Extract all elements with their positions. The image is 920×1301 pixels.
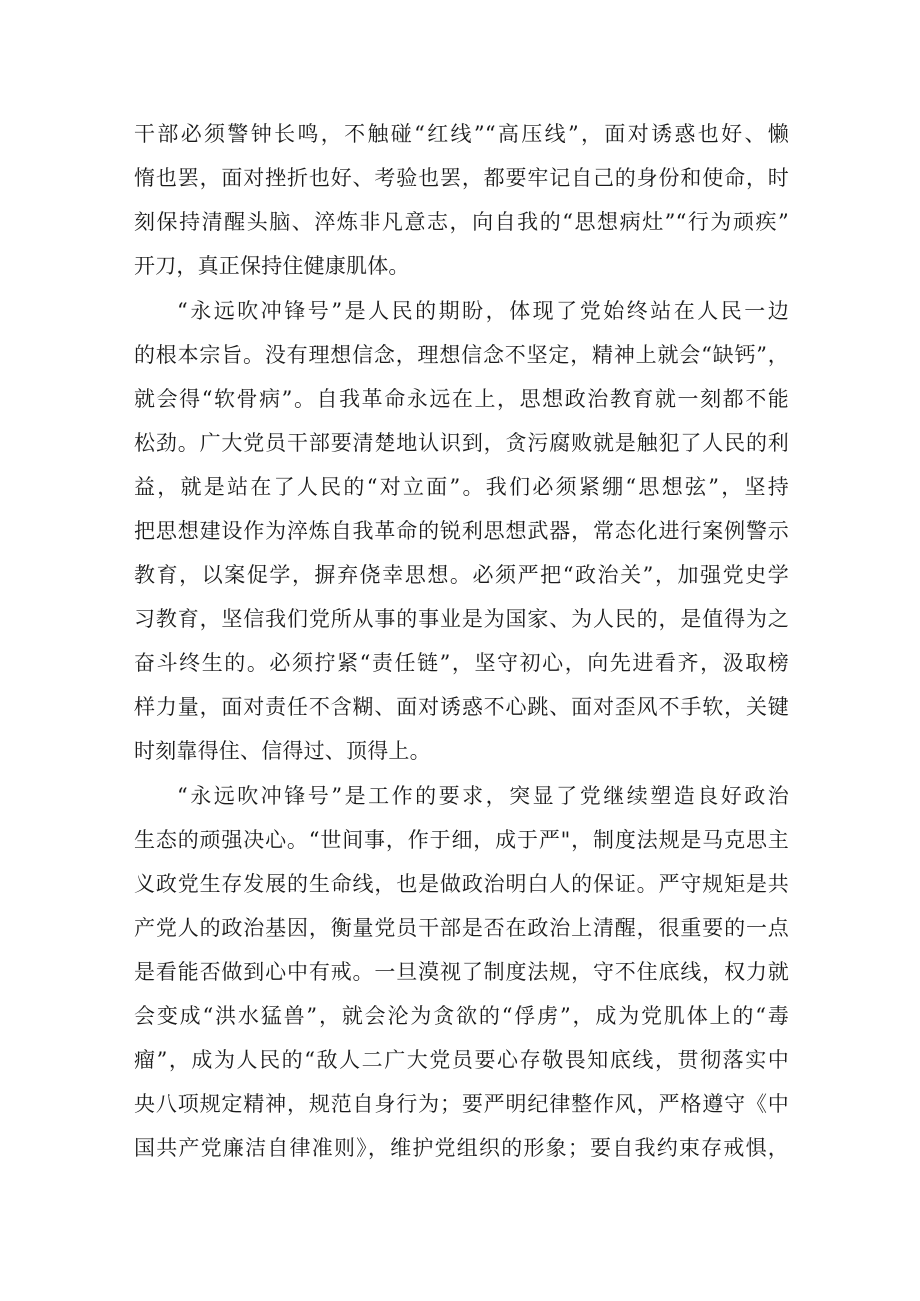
text-line: 习教育，坚信我们党所从事的事业是为国家、为人民的，是值得为之 (134, 607, 789, 631)
text-line: “永远吹冲锋号”是人民的期盼，体现了党始终站在人民一边 (177, 299, 789, 323)
text-line: 时刻靠得住、信得过、顶得上。 (134, 739, 431, 763)
text-line: 生态的顽强决心。“世间事，作于细，成于严"，制度法规是马克思主 (134, 828, 789, 852)
text-line: 样力量，面对责任不含糊、面对诱惑不心跳、面对歪风不手软，关键 (134, 695, 789, 719)
text-line: 把思想建设作为淬炼自我革命的锐利思想武器，常态化进行案例警示 (134, 519, 789, 543)
text-line: 教育，以案促学，摒弃侥幸思想。必须严把“政治关”，加强党史学 (134, 563, 789, 587)
text-line: 干部必须警钟长鸣，不触碰“红线”“高压线”，面对诱惑也好、懒 (134, 122, 789, 146)
text-line: 开刀，真正保持住健康肌体。 (134, 254, 410, 278)
text-line: 国共产党廉洁自律准则》，维护党组织的形象；要自我约束存戒惧， (134, 1136, 789, 1160)
text-line: 的根本宗旨。没有理想信念，理想信念不坚定，精神上就会“缺钙”， (134, 343, 789, 367)
text-line: 央八项规定精神，规范自身行为；要严明纪律整作风，严格遵守《中 (134, 1092, 789, 1116)
text-line: “永远吹冲锋号”是工作的要求，突显了党继续塑造良好政治 (177, 784, 789, 808)
text-line: 瘤”，成为人民的“敌人二广大党员要心存敬畏知底线，贯彻落实中 (134, 1048, 789, 1072)
text-line: 奋斗终生的。必须拧紧“责任链”，坚守初心，向先进看齐，汲取榜 (134, 651, 789, 675)
text-line: 就会得“软骨病”。自我革命永远在上，思想政治教育就一刻都不能 (134, 387, 789, 411)
text-line: 产党人的政治基因，衡量党员干部是否在政治上清醒，很重要的一点 (134, 916, 789, 940)
text-line: 是看能否做到心中有戒。一旦漠视了制度法规，守不住底线，权力就 (134, 960, 789, 984)
text-line: 义政党生存发展的生命线，也是做政治明白人的保证。严守规矩是共 (134, 872, 789, 896)
text-line: 会变成“洪水猛兽”，就会沦为贪欲的“俘虏”，成为党肌体上的“毒 (134, 1004, 789, 1028)
text-line: 益，就是站在了人民的“对立面”。我们必须紧绷“思想弦”，坚持 (134, 475, 789, 499)
text-line: 松劲。广大党员干部要清楚地认识到，贪污腐败就是触犯了人民的利 (134, 431, 789, 455)
text-line: 刻保持清醒头脑、淬炼非凡意志，向自我的“思想病灶”“行为顽疾” (134, 210, 789, 234)
text-line: 惰也罢，面对挫折也好、考验也罢，都要牢记自己的身份和使命，时 (134, 166, 789, 190)
